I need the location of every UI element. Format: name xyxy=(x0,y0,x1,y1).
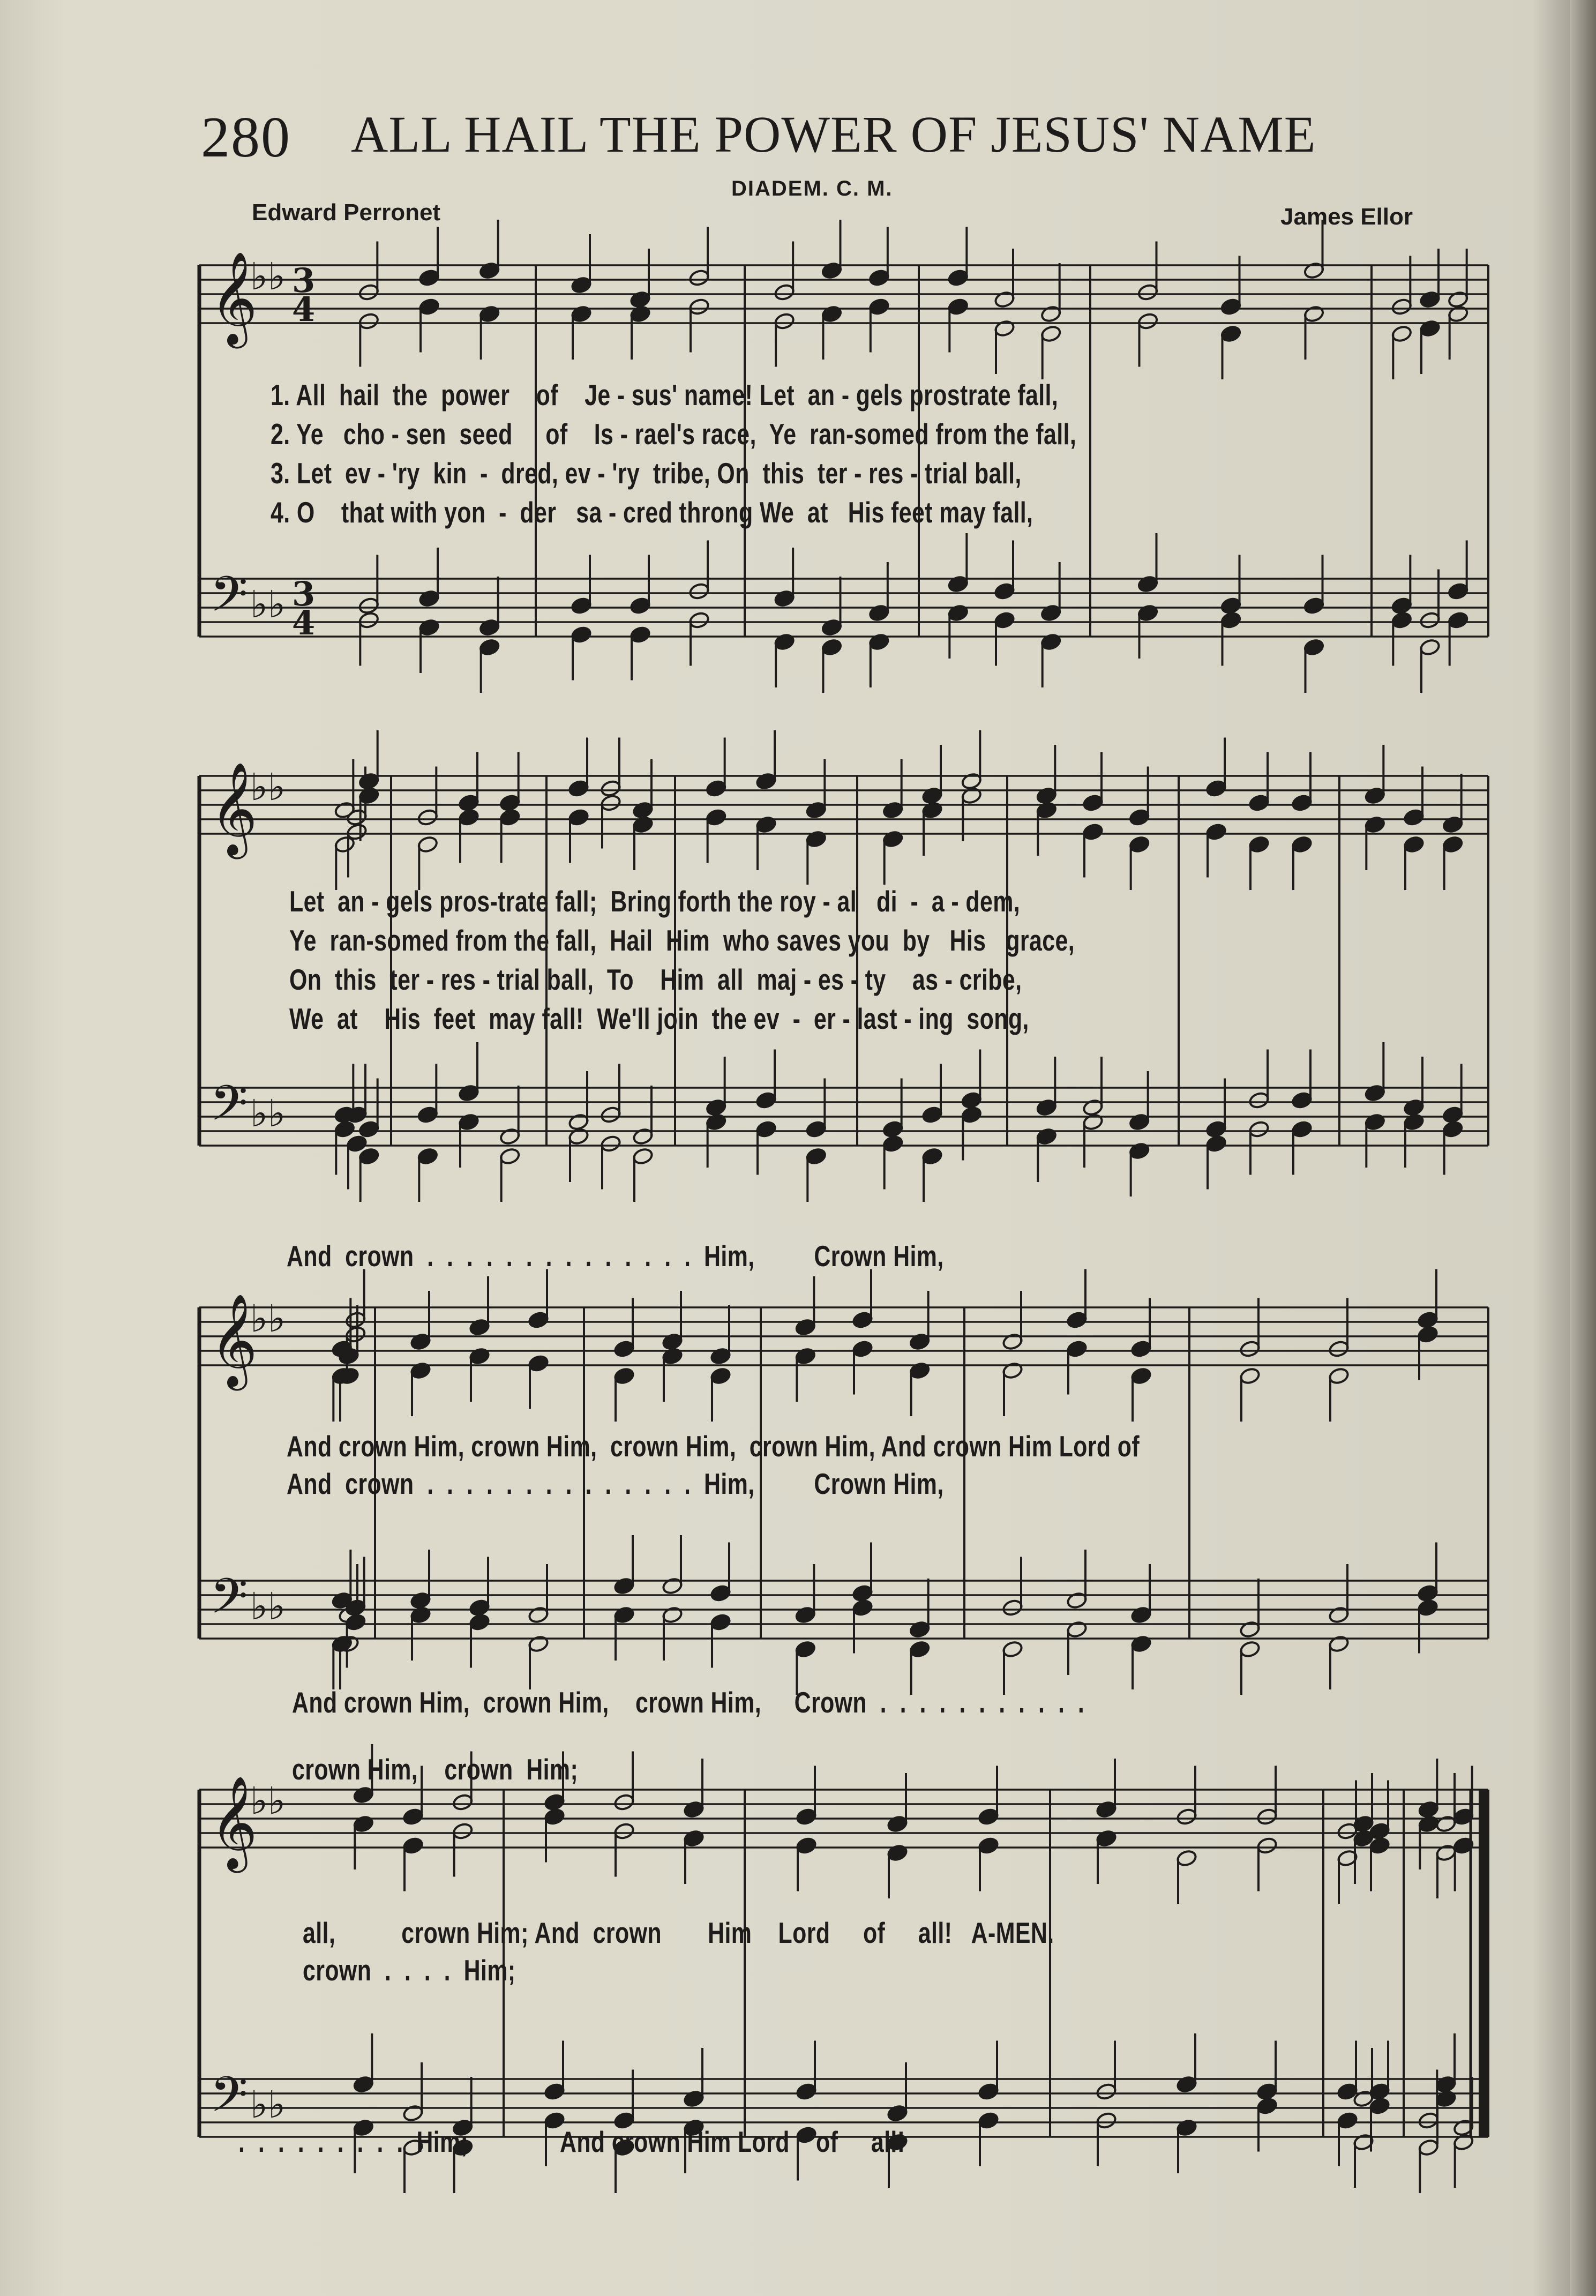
key-signature-flat-icon: ♭♭ xyxy=(250,255,286,298)
key-signature-flat-icon: ♭♭ xyxy=(250,1584,286,1628)
bass-clef-icon: 𝄢 xyxy=(210,2066,248,2135)
refrain-tenor-text-1: And crown . . . . . . . . . . . . . . Him, Crown Him, xyxy=(287,1467,944,1500)
tune-name: DIADEM. C. M. xyxy=(731,177,893,200)
key-signature-flat-icon: ♭♭ xyxy=(250,582,286,626)
refrain-alto-text-1: And crown Him, crown Him, crown Him, crown Him, And crown Him Lord of xyxy=(287,1430,1140,1463)
verse-4-line-2: We at His feet may fall! We'll join the ev - er - last - ing song, xyxy=(289,1002,1029,1035)
refrain-soprano-text-1: And crown . . . . . . . . . . . . . . Him, Crown Him, xyxy=(287,1239,944,1273)
verse-1-line-2: Let an - gels pros-trate fall; Bring forth the roy - al di - a - dem, xyxy=(289,885,1021,918)
bass-clef-icon: 𝄢 xyxy=(210,1075,248,1143)
bass-clef-icon: 𝄢 xyxy=(210,1568,248,1636)
author-credit: Edward Perronet xyxy=(252,199,441,226)
hymn-number: 280 xyxy=(201,106,291,169)
final-barline xyxy=(1479,1790,1488,2137)
bass-clef-icon: 𝄢 xyxy=(210,566,248,634)
time-signature-icon: 3 xyxy=(292,574,316,614)
refrain-bass-text-2: . . . . . . . . . Him; And crown Him Lord of all! xyxy=(238,2125,905,2158)
refrain-soprano-text-2: crown Him, crown Him; xyxy=(292,1753,579,1786)
refrain-alto-text-2: all, crown Him; And crown Him Lord of all! A-MEN. xyxy=(303,1916,1054,1949)
refrain-tenor-text-2: crown . . . . Him; xyxy=(303,1954,516,1987)
key-signature-flat-icon: ♭♭ xyxy=(250,1091,286,1135)
treble-clef-icon: 𝄞 xyxy=(210,1776,258,1869)
refrain-bass-text-1: And crown Him, crown Him, crown Him, Crown . . . . . . . . . . . xyxy=(292,1686,1085,1719)
verse-4-line-1: 4. O that with yon - der sa - cred throng We at His feet may fall, xyxy=(271,496,1033,529)
treble-clef-icon: 𝄞 xyxy=(210,251,258,345)
composer-credit: James Ellor xyxy=(1280,204,1413,230)
key-signature-flat-icon: ♭♭ xyxy=(250,1779,286,1823)
time-signature-icon: 4 xyxy=(292,290,316,329)
verse-3-line-1: 3. Let ev - 'ry kin - dred, ev - 'ry tribe, On this ter - res - trial ball, xyxy=(271,457,1022,490)
verse-2-line-1: 2. Ye cho - sen seed of Is - rael's race, Ye ran-somed from the fall, xyxy=(271,417,1077,451)
key-signature-flat-icon: ♭♭ xyxy=(250,2083,286,2127)
verse-2-line-2: Ye ran-somed from the fall, Hail Him who saves you by His grace, xyxy=(289,924,1075,957)
treble-clef-icon: 𝄞 xyxy=(210,762,258,855)
hymn-title: ALL HAIL THE POWER OF JESUS' NAME xyxy=(351,106,1316,163)
verse-3-line-2: On this ter - res - trial ball, To Him all maj - es - ty as - cribe, xyxy=(289,963,1022,996)
treble-clef-icon: 𝄞 xyxy=(210,1293,258,1387)
key-signature-flat-icon: ♭♭ xyxy=(250,1297,286,1341)
time-signature-icon: 4 xyxy=(292,603,316,642)
key-signature-flat-icon: ♭♭ xyxy=(250,765,286,809)
time-signature-icon: 3 xyxy=(292,261,316,300)
verse-1-line-1: 1. All hail the power of Je - sus' name! Let an - gels prostrate fall, xyxy=(271,378,1059,412)
